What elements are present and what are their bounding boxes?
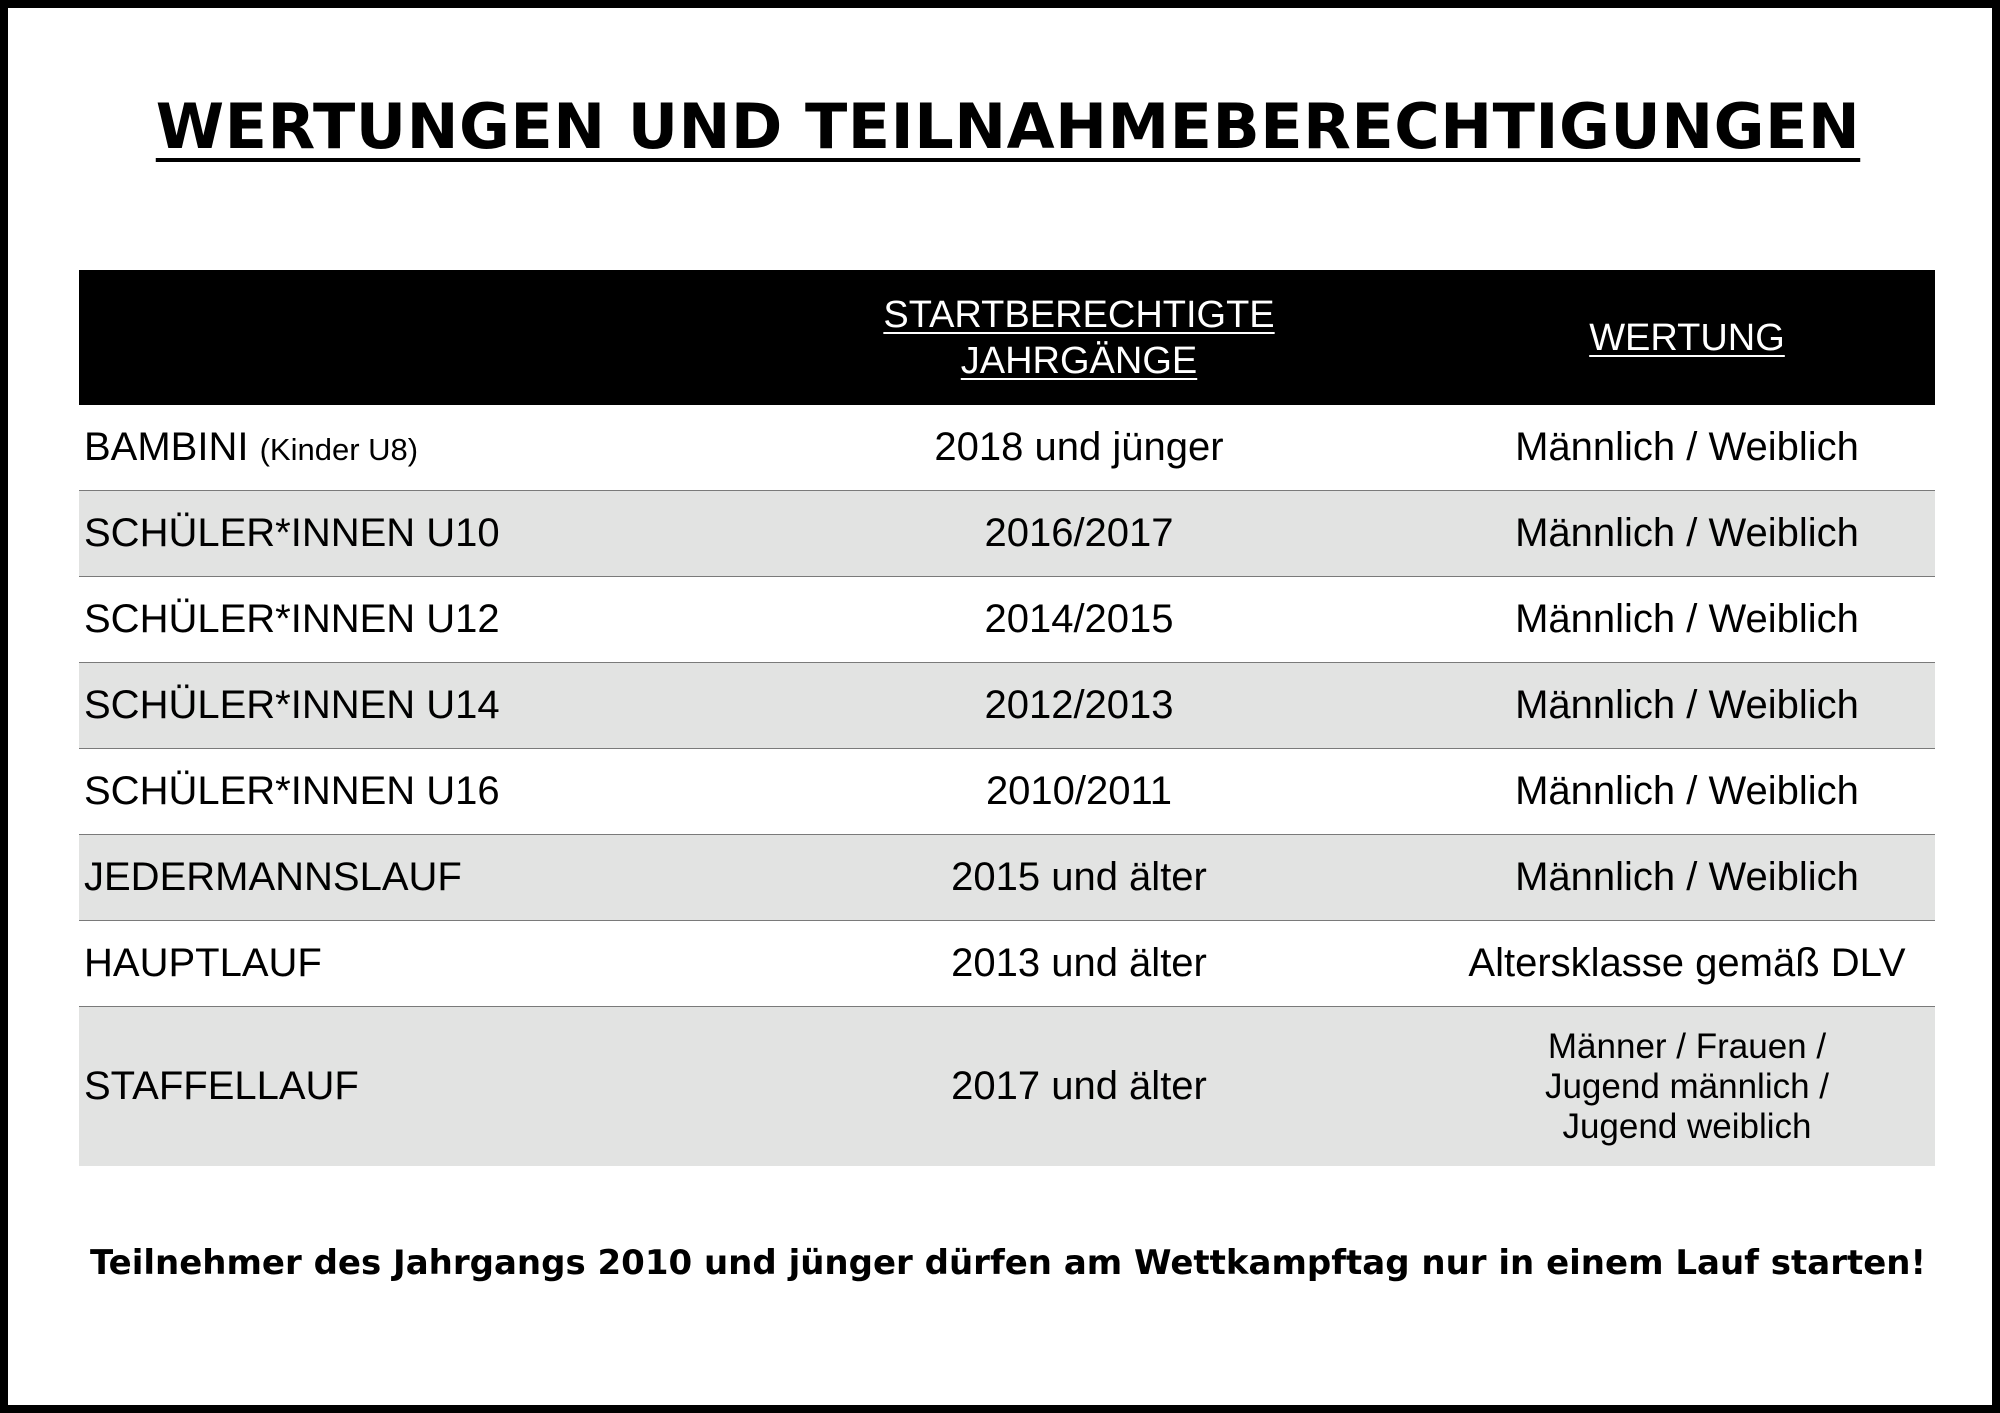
row-scoring: Männlich / Weiblich [1515, 683, 1859, 727]
table-row [79, 405, 1935, 491]
row-years: 2017 und älter [951, 1064, 1207, 1108]
table-row [79, 1007, 1935, 1166]
row-category [79, 425, 719, 470]
row-years: 2010/2011 [985, 769, 1173, 813]
row-years: 2013 und älter [951, 941, 1207, 985]
row-scoring: Männlich / Weiblich [1515, 597, 1859, 641]
page-title-text: WERTUNGEN UND TEILNAHMEBERECHTIGUNGEN [155, 90, 1861, 163]
row-scoring: Männlich / Weiblich [1515, 769, 1859, 813]
row-years: 2018 und jünger [934, 425, 1224, 469]
table-row [79, 491, 1935, 577]
row-scoring: Männlich / Weiblich [1515, 855, 1859, 899]
page-title [8, 90, 2000, 163]
table-header [79, 270, 1935, 405]
row-years: 2012/2013 [984, 683, 1174, 727]
row-category: JEDERMANNSLAUF [84, 855, 462, 899]
row-category: HAUPTLAUF [84, 941, 322, 985]
row-scoring-line2: Jugend männlich / [1544, 1066, 1830, 1106]
table-row [79, 749, 1935, 835]
header-years [719, 270, 1439, 405]
row-category: SCHÜLER*INNEN U10 [84, 511, 500, 555]
row-category-note: (Kinder U8) [259, 432, 419, 467]
row-scoring [1439, 1027, 1935, 1147]
table-row [79, 577, 1935, 663]
table-row [79, 835, 1935, 921]
header-scoring: WERTUNG [1589, 316, 1785, 359]
row-scoring: Altersklasse gemäß DLV [1468, 941, 1906, 985]
row-scoring-line3: Jugend weiblich [1562, 1106, 1812, 1146]
header-years-line2: JAHRGÄNGE [960, 339, 1198, 382]
table-row [79, 663, 1935, 749]
row-scoring: Männlich / Weiblich [1515, 511, 1859, 555]
row-category: STAFFELLAUF [84, 1064, 359, 1108]
eligibility-table [79, 270, 1935, 1166]
row-category: SCHÜLER*INNEN U14 [84, 683, 500, 727]
row-years: 2016/2017 [984, 511, 1174, 555]
table-row [79, 921, 1935, 1007]
header-years-line1: STARTBERECHTIGTE [883, 293, 1275, 336]
row-category-label: BAMBINI [84, 425, 249, 469]
row-category: SCHÜLER*INNEN U12 [84, 597, 500, 641]
footnote: Teilnehmer des Jahrgangs 2010 und jünger dürfen am Wettkampftag nur in einem Lauf starten! [89, 1243, 1927, 1283]
row-years: 2014/2015 [984, 597, 1174, 641]
row-scoring: Männlich / Weiblich [1515, 425, 1859, 469]
row-category: SCHÜLER*INNEN U16 [84, 769, 500, 813]
row-years: 2015 und älter [951, 855, 1207, 899]
header-category [79, 270, 719, 405]
row-scoring-line1: Männer / Frauen / [1547, 1026, 1827, 1066]
